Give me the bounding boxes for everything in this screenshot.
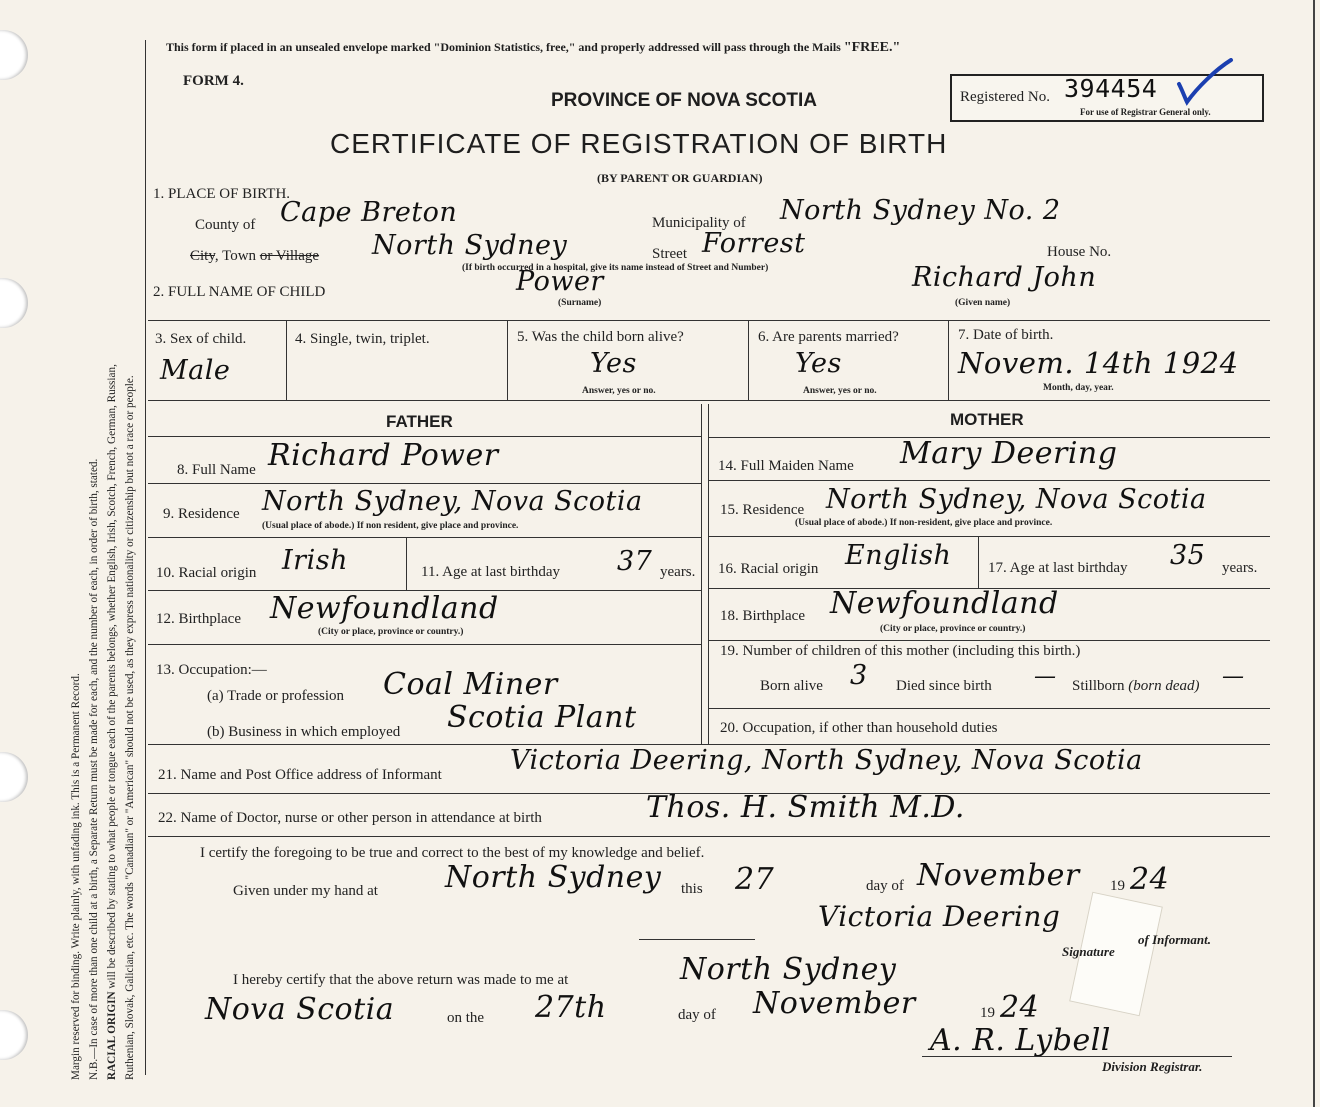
mother-residence-label: 15. Residence <box>720 502 805 518</box>
rule <box>148 836 1270 837</box>
on-the-label: on the <box>447 1010 485 1026</box>
plurality-label: 4. Single, twin, triplet. <box>295 331 430 347</box>
page-title: CERTIFICATE OF REGISTRATION OF BIRTH <box>330 128 948 159</box>
father-birthplace-value: Newfoundland <box>270 591 499 626</box>
division-registrar-label: Division Registrar. <box>1102 1059 1203 1074</box>
informant-value: Victoria Deering, North Sydney, Nova Scotia <box>510 745 1143 776</box>
registrar-day: 27th <box>535 990 607 1025</box>
rule <box>748 320 749 400</box>
mother-race-label: 16. Racial origin <box>718 561 819 577</box>
binding-hole <box>0 752 28 802</box>
rule <box>286 320 287 400</box>
registered-number: 394454 <box>1064 74 1158 103</box>
child-given-name: Richard John <box>912 262 1097 293</box>
this-label: this <box>681 881 703 897</box>
father-residence-label: 9. Residence <box>163 506 240 522</box>
sex-value: Male <box>160 355 231 386</box>
rule <box>922 1056 1232 1057</box>
mother-birthplace-value: Newfoundland <box>830 586 1059 621</box>
occupation-label: 13. Occupation:— <box>156 662 267 678</box>
year-prefix: 19 <box>1110 878 1125 894</box>
margin-note-4: Ruthenian, Slovak, Galician, etc. The words "Canadian" or "American" should not be used, as they express nationality or citizenship but not a race or people. <box>124 375 136 1080</box>
born-alive-count-label: Born alive <box>760 678 823 694</box>
business-label: (b) Business in which employed <box>207 724 401 740</box>
mother-birthplace-note: (City or place, province or country.) <box>880 624 1026 634</box>
father-name-value: Richard Power <box>268 438 499 473</box>
margin-note-3: RACIAL ORIGIN will be described by stating to what people or tongue each of the parents belongs, whether English, Irish, Scotch, French, German, Russian, <box>106 364 118 1080</box>
mail-notice: This form if placed in an unsealed envelope marked "Dominion Statistics, free," and properly addressed will pass through the Mails "FREE." <box>166 40 901 55</box>
province-heading: PROVINCE OF NOVA SCOTIA <box>551 90 818 111</box>
mother-race-value: English <box>845 540 952 571</box>
trade-value: Coal Miner <box>383 667 558 702</box>
rule <box>406 537 407 590</box>
margin-note-2: N.B.—In case of more than one child at a birth, a Separate Return must be made for each, and the number of each, in order of birth, stated. <box>88 458 100 1080</box>
stillborn-value: — <box>1222 664 1245 689</box>
county-label: County of <box>195 217 256 233</box>
mother-residence-value: North Sydney, Nova Scotia <box>826 484 1207 515</box>
given-at-place: North Sydney <box>445 860 662 895</box>
father-age-years: years. <box>660 564 696 580</box>
rule <box>708 480 1270 481</box>
father-age-value: 37 <box>617 546 653 577</box>
margin-rule <box>145 40 146 1075</box>
form-number: FORM 4. <box>183 73 244 89</box>
day-of-label: day of <box>866 878 904 894</box>
of-informant-label: of Informant. <box>1138 932 1211 947</box>
page-subtitle: (BY PARENT OR GUARDIAN) <box>597 171 763 185</box>
child-surname-note: (Surname) <box>558 298 602 308</box>
doctor-value: Thos. H. Smith M.D. <box>646 790 965 825</box>
mother-residence-note: (Usual place of abode.) If non-resident, give place and province. <box>795 518 1053 528</box>
children-count-label: 19. Number of children of this mother (including this birth.) <box>720 643 1081 659</box>
mother-name-value: Mary Deering <box>900 436 1118 471</box>
mother-birthplace-label: 18. Birthplace <box>720 608 805 624</box>
mother-age-years: years. <box>1222 560 1258 576</box>
municipality-value: North Sydney No. 2 <box>780 195 1061 226</box>
born-alive-value: Yes <box>590 348 637 379</box>
rule <box>978 536 979 588</box>
rule <box>148 483 701 484</box>
rule <box>507 320 508 400</box>
town-value: North Sydney <box>372 230 568 261</box>
informant-label: 21. Name and Post Office address of Informant <box>158 767 442 783</box>
father-birthplace-label: 12. Birthplace <box>156 611 241 627</box>
father-name-label: 8. Full Name <box>177 462 256 478</box>
rule <box>708 708 1270 709</box>
informant-signature: Victoria Deering <box>818 900 1061 933</box>
check-mark-icon <box>1175 58 1235 108</box>
place-of-birth-label: 1. PLACE OF BIRTH. <box>153 186 291 202</box>
given-day: 27 <box>735 862 775 897</box>
mother-age-label: 17. Age at last birthday <box>988 560 1128 576</box>
father-race-label: 10. Racial origin <box>156 565 257 581</box>
father-heading: FATHER <box>386 412 453 431</box>
town-label: City, Town or Village <box>190 248 320 264</box>
mother-name-label: 14. Full Maiden Name <box>718 458 854 474</box>
hospital-note: (If birth occurred in a hospital, give its name instead of Street and Number) <box>462 263 769 273</box>
page-edge <box>1313 0 1315 1107</box>
father-residence-note: (Usual place of abode.) If non resident, give place and province. <box>262 521 519 531</box>
parents-married-value: Yes <box>795 348 842 379</box>
registrar-year-prefix: 19 <box>980 1005 995 1021</box>
registrar-place-2: Nova Scotia <box>205 992 395 1027</box>
child-surname: Power <box>516 266 604 297</box>
registrar-year: 24 <box>1000 990 1040 1025</box>
given-month: November <box>917 858 1080 893</box>
died-since-birth-label: Died since birth <box>896 678 992 694</box>
registered-label: Registered No. <box>960 89 1050 105</box>
child-given-note: (Given name) <box>955 298 1011 308</box>
column-divider <box>708 404 709 744</box>
binding-hole <box>0 278 28 328</box>
given-year: 24 <box>1130 862 1170 897</box>
registrar-signature: A. R. Lybell <box>930 1023 1111 1058</box>
certify-statement: I certify the foregoing to be true and correct to the best of my knowledge and belief. <box>200 845 705 861</box>
municipality-label: Municipality of <box>652 215 746 231</box>
business-value: Scotia Plant <box>447 700 637 735</box>
rule <box>639 939 755 940</box>
house-number-label: House No. <box>1047 244 1112 260</box>
parents-married-note: Answer, yes or no. <box>803 386 877 396</box>
born-alive-label: 5. Was the child born alive? <box>517 329 684 345</box>
rule <box>948 320 949 400</box>
dob-value: Novem. 14th 1924 <box>958 346 1239 380</box>
sex-label: 3. Sex of child. <box>155 331 247 347</box>
signature-label: Signature <box>1062 944 1115 959</box>
child-name-label: 2. FULL NAME OF CHILD <box>153 284 326 300</box>
trade-label: (a) Trade or profession <box>207 688 345 704</box>
dob-label: 7. Date of birth. <box>958 327 1054 343</box>
doctor-label: 22. Name of Doctor, nurse or other person in attendance at birth <box>158 810 542 826</box>
registered-note: For use of Registrar General only. <box>1080 107 1211 117</box>
rule <box>148 400 1270 401</box>
rule <box>148 537 701 538</box>
registrar-month: November <box>753 986 916 1021</box>
rule <box>148 644 701 645</box>
street-value: Forrest <box>702 228 806 259</box>
father-birthplace-note: (City or place, province or country.) <box>318 627 464 637</box>
mother-occupation-label: 20. Occupation, if other than household duties <box>720 720 998 736</box>
county-value: Cape Breton <box>280 197 458 228</box>
rule <box>148 320 1270 321</box>
born-alive-count-value: 3 <box>850 660 868 691</box>
binding-hole <box>0 30 28 80</box>
rule <box>708 640 1270 641</box>
born-alive-note: Answer, yes or no. <box>582 386 656 396</box>
parents-married-label: 6. Are parents married? <box>758 329 899 345</box>
column-divider <box>701 404 702 744</box>
registrar-place-1: North Sydney <box>680 952 897 987</box>
rule <box>148 436 701 437</box>
dob-note: Month, day, year. <box>1043 383 1114 393</box>
street-label: Street <box>652 246 687 262</box>
margin-note-1: Margin reserved for binding. Write plainly, with unfading ink. This is a Permanent Record. <box>70 673 82 1080</box>
father-residence-value: North Sydney, Nova Scotia <box>262 486 643 517</box>
registrar-day-of-label: day of <box>678 1007 716 1023</box>
father-age-label: 11. Age at last birthday <box>421 564 560 580</box>
stillborn-label: Stillborn (born dead) <box>1072 678 1200 694</box>
given-at-label: Given under my hand at <box>233 883 378 899</box>
binding-hole <box>0 1010 28 1060</box>
died-since-birth-value: — <box>1034 664 1057 689</box>
mother-heading: MOTHER <box>950 410 1024 429</box>
rule <box>708 536 1270 537</box>
registrar-statement: I hereby certify that the above return was made to me at <box>233 972 569 988</box>
mother-age-value: 35 <box>1170 540 1206 571</box>
father-race-value: Irish <box>282 545 348 576</box>
